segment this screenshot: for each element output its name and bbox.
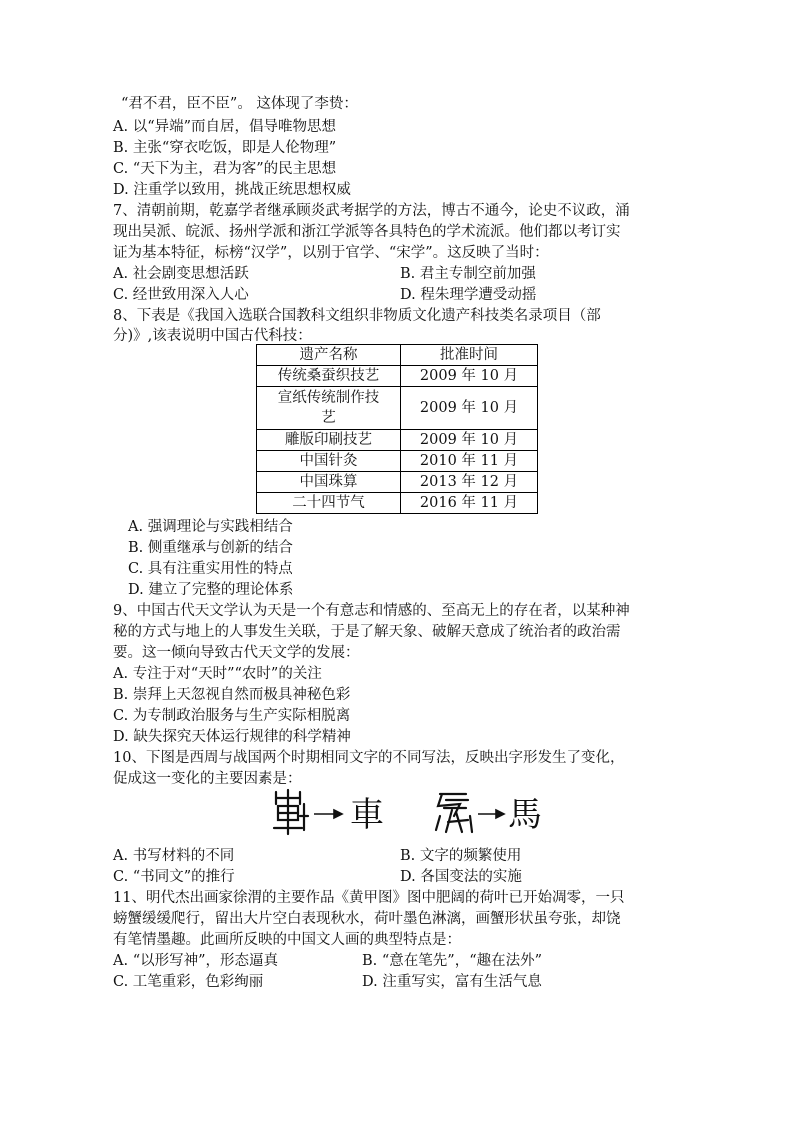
q10-option-b: B. 文字的频繁使用	[400, 848, 522, 864]
q11-option-b: B. “意在笔先”，“趣在法外”	[362, 953, 543, 969]
table-header-date: 批准时间	[401, 345, 538, 366]
q9-option-c: C. 为专制政治服务与生产实际相脱离	[113, 708, 351, 724]
table-row	[257, 366, 538, 387]
q11-option-a: A. “以形写神”，形态逼真	[113, 953, 279, 969]
modern-chariot-glyph: 車	[350, 795, 384, 835]
q11-option-c: C. 工笔重彩，色彩绚丽	[113, 974, 264, 990]
q8-stem-line-1: 8、下表是《我国入选联合国教科文组织非物质文化遗产科技类名录项目（部	[113, 308, 601, 324]
table-header-row	[257, 345, 538, 366]
q7-option-c: C. 经世致用深入人心	[113, 287, 249, 303]
q7-stem-line-3: 证为基本特征，标榜“汉学”，以别于官学、“宋学”。这反映了当时：	[113, 245, 549, 261]
arrow-icon	[314, 810, 342, 818]
modern-horse-glyph: 馬	[508, 795, 542, 835]
q6-option-b: B. 主张“穿衣吃饭，即是人伦物理”	[113, 140, 337, 156]
heritage-table	[256, 344, 538, 514]
q7-option-b: B. 君主专制空前加强	[400, 266, 536, 282]
q7-stem-line-1: 7、清朝前期，乾嘉学者继承顾炎武考据学的方法，博古不通今，论史不议政，涌	[113, 203, 630, 219]
q8-option-b: B. 侧重继承与创新的结合	[128, 540, 293, 556]
q6-option-d: D. 注重学以致用，挑战正统思想权威	[113, 182, 351, 198]
ancient-chariot-glyph	[274, 790, 308, 834]
q8-option-c: C. 具有注重实用性的特点	[128, 561, 293, 577]
table-row	[257, 451, 538, 472]
table-cell-date: 2013 年 12 月	[401, 472, 538, 493]
ancient-horse-glyph	[436, 794, 472, 832]
arrow-icon	[478, 810, 504, 818]
q9-stem-line-2: 秘的方式与地上的人事发生关联，于是了解天象、破解天意成了统治者的政治需	[113, 624, 621, 640]
table-row	[257, 493, 538, 514]
table-row	[257, 387, 538, 430]
q11-option-d: D. 注重写实，富有生活气息	[362, 974, 542, 990]
q8-option-a: A. 强调理论与实践相结合	[128, 519, 293, 535]
q11-stem-line-1: 11、明代杰出画家徐渭的主要作品《黄甲图》图中肥阔的荷叶已开始凋零，一只	[113, 890, 625, 906]
table-cell-date: 2009 年 10 月	[401, 430, 538, 451]
q9-stem-line-1: 9、中国古代天文学认为天是一个有意志和情感的、至高无上的存在者，以某种神	[113, 603, 630, 619]
table-cell-name: 中国珠算	[257, 472, 401, 493]
table-header-name: 遗产名称	[257, 345, 401, 366]
q9-option-d: D. 缺失探究天体运行规律的科学精神	[113, 729, 351, 745]
q11-stem-line-2: 螃蟹缓缓爬行，留出大片空白表现秋水，荷叶墨色淋漓，画蟹形状虽夸张，却饶	[113, 911, 621, 927]
script-evolution-figure	[270, 786, 550, 842]
table-cell-date: 2010 年 11 月	[401, 451, 538, 472]
q10-stem-line-1: 10、下图是西周与战国两个时期相同文字的不同写法，反映出字形发生了变化，	[113, 750, 625, 766]
q7-option-a: A. 社会剧变思想活跃	[113, 266, 249, 282]
table-cell-date: 2009 年 10 月	[401, 387, 538, 430]
table-cell-name: 雕版印刷技艺	[257, 430, 401, 451]
q7-option-d: D. 程朱理学遭受动摇	[400, 287, 537, 303]
q8-stem-line-2: 分)》,该表说明中国古代科技：	[113, 328, 312, 344]
q6-option-c: C. “天下为主，君为客”的民主思想	[113, 161, 337, 177]
q8-option-d: D. 建立了完整的理论体系	[128, 582, 294, 598]
table-cell-name: 二十四节气	[257, 493, 401, 514]
table-cell-date: 2016 年 11 月	[401, 493, 538, 514]
q10-stem-line-2: 促成这一变化的主要因素是：	[113, 771, 302, 787]
q10-option-d: D. 各国变法的实施	[400, 869, 522, 885]
table-cell-name: 中国针灸	[257, 451, 401, 472]
q6-intro: “君不君，臣不臣”。 这体现了李贽：	[121, 96, 358, 112]
table-cell-name	[257, 387, 401, 430]
q11-stem-line-3: 有笔情墨趣。此画所反映的中国文人画的典型特点是：	[113, 932, 461, 948]
table-cell-date: 2009 年 10 月	[401, 366, 538, 387]
table-cell-name: 传统桑蚕织技艺	[257, 366, 401, 387]
table-cell-name-line-2: 艺	[321, 410, 336, 426]
q6-option-a: A. 以“异端”而自居，倡导唯物思想	[113, 119, 337, 135]
table-row	[257, 430, 538, 451]
q9-option-a: A. 专注于对“天时”“农时”的关注	[113, 666, 322, 682]
table-cell-name-line-1: 宣纸传统制作技	[277, 390, 380, 406]
q9-stem-line-3: 要。这一倾向导致古代天文学的发展：	[113, 645, 360, 661]
table-row	[257, 472, 538, 493]
q9-option-b: B. 崇拜上天忽视自然而极具神秘色彩	[113, 687, 351, 703]
q10-option-c: C. “书同文”的推行	[113, 869, 235, 885]
q7-stem-line-2: 现出吴派、皖派、扬州学派和浙江学派等各具特色的学术流派。他们都以考订实	[113, 224, 621, 240]
q10-option-a: A. 书写材料的不同	[113, 848, 235, 864]
